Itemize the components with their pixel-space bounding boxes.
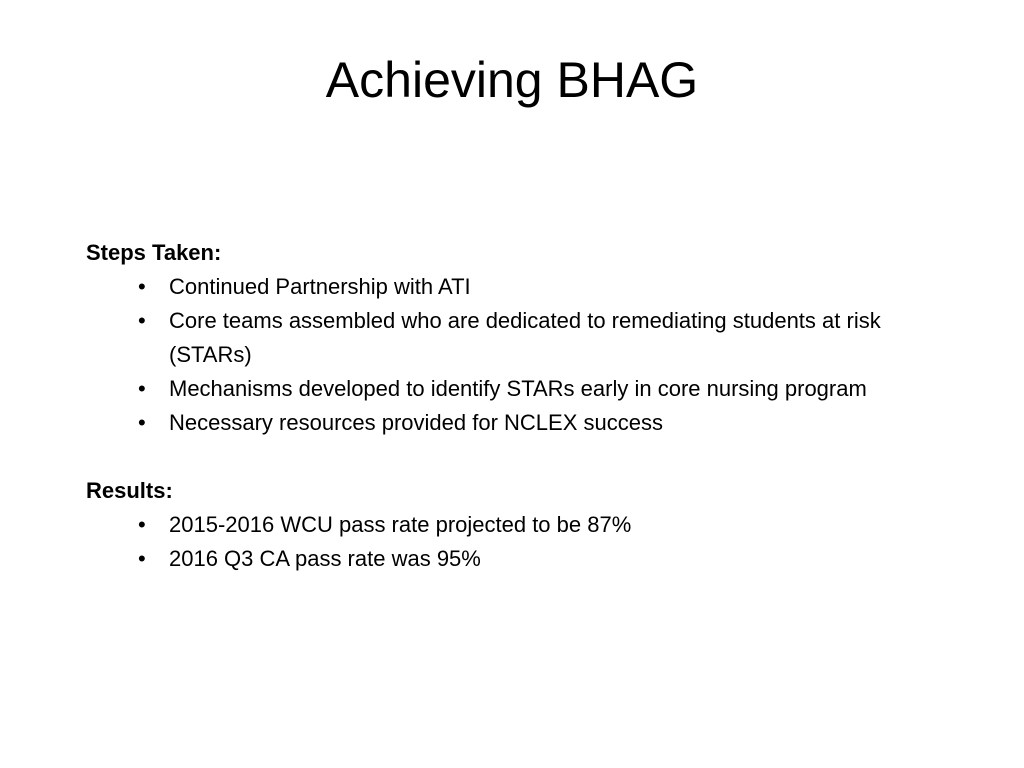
bullet-icon: • (138, 410, 146, 435)
list-item (86, 406, 966, 440)
section-heading: Results: (86, 478, 173, 503)
list-item-text: Core teams assembled who are dedicated to remediating students at risk (STARs) (169, 308, 881, 367)
section-steps-taken (86, 236, 966, 440)
section-results (86, 474, 966, 576)
list-item-text: Mechanisms developed to identify STARs early in core nursing program (169, 376, 867, 401)
bullet-icon: • (138, 512, 146, 537)
bullet-icon: • (138, 546, 146, 571)
list-item (86, 542, 966, 576)
bullet-list (86, 270, 966, 440)
bullet-icon: • (138, 308, 146, 333)
list-item-text: 2015-2016 WCU pass rate projected to be 87% (169, 512, 632, 537)
list-item (86, 270, 966, 304)
bullet-icon: • (138, 376, 146, 401)
list-item (86, 372, 966, 406)
slide-body (86, 236, 966, 576)
bullet-icon: • (138, 274, 146, 299)
list-item-text: Continued Partnership with ATI (169, 274, 471, 299)
section-spacer (86, 440, 966, 474)
section-heading: Steps Taken: (86, 240, 222, 265)
list-item-text: Necessary resources provided for NCLEX success (169, 410, 663, 435)
bullet-list (86, 508, 966, 576)
list-item (86, 304, 966, 372)
slide-title: Achieving BHAG (325, 52, 699, 108)
list-item-text: 2016 Q3 CA pass rate was 95% (169, 546, 481, 571)
list-item (86, 508, 966, 542)
